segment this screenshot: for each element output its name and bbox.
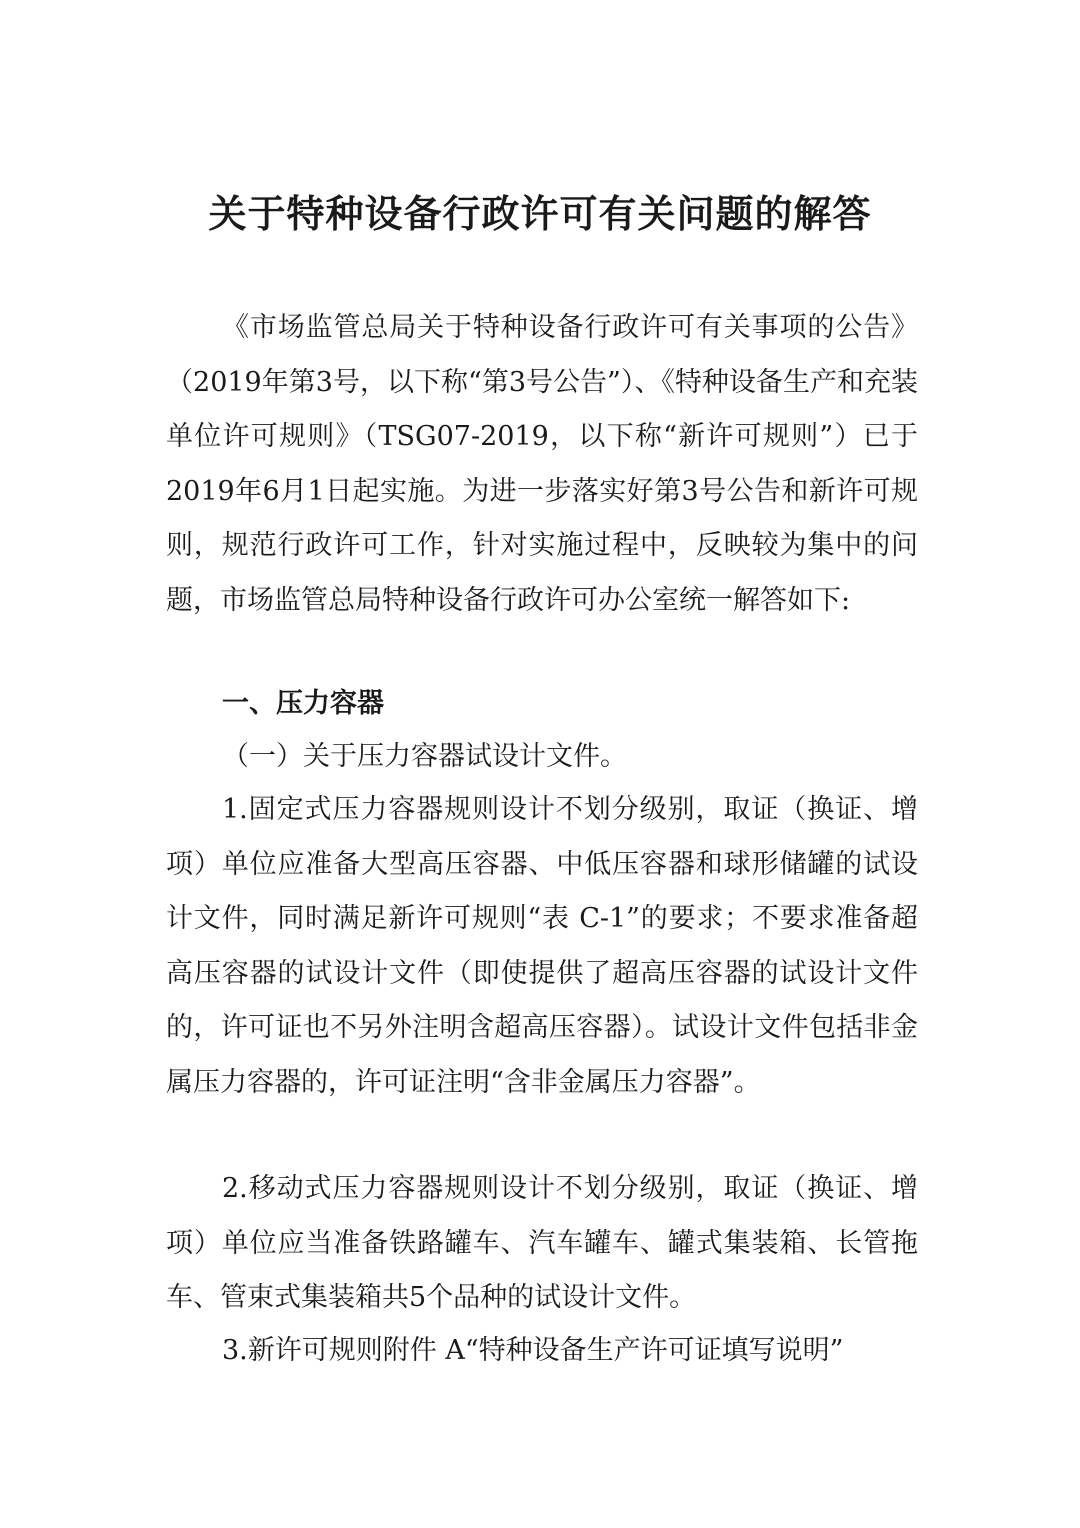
item-paragraph-3: 3.新许可规则附件 A“特种设备生产许可证填写说明” [222, 1335, 844, 1366]
item-paragraph-2: 2.移动式压力容器规则设计不划分级别，取证（换证、增项）单位应当准备铁路罐车、汽车罐车、罐式集装箱、长管拖车、管束式集装箱共5个品种的试设计文件。 [166, 1173, 918, 1313]
document-title: 关于特种设备行政许可有关问题的解答 [208, 192, 872, 236]
item-paragraph-1: 1.固定式压力容器规则设计不划分级别，取证（换证、增项）单位应准备大型高压容器、中低压容器和球形储罐的试设计文件，同时满足新许可规则“表 C-1”的要求；不要求准备超高压容器的试设计文件（即使提供了超高压容器的试设计文件的，许可证也不另外注明含超高压容器）。试设计文件包括非金属压力容器的，许可证注明“含非金属压力容器”。 [166, 794, 918, 1098]
subsection-heading: （一）关于压力容器试设计文件。 [222, 741, 627, 772]
section-heading: 一、压力容器 [222, 688, 384, 719]
intro-paragraph: 《市场监管总局关于特种设备行政许可有关事项的公告》（2019年第3号，以下称“第3号公告”）、《特种设备生产和充装单位许可规则》（TSG07-2019，以下称“新许可规则”）已于2019年6月1日起实施。为进一步落实好第3号公告和新许可规则，规范行政许可工作，针对实施过程中，反映较为集中的问题，市场监管总局特种设备行政许可办公室统一解答如下: [166, 312, 918, 616]
